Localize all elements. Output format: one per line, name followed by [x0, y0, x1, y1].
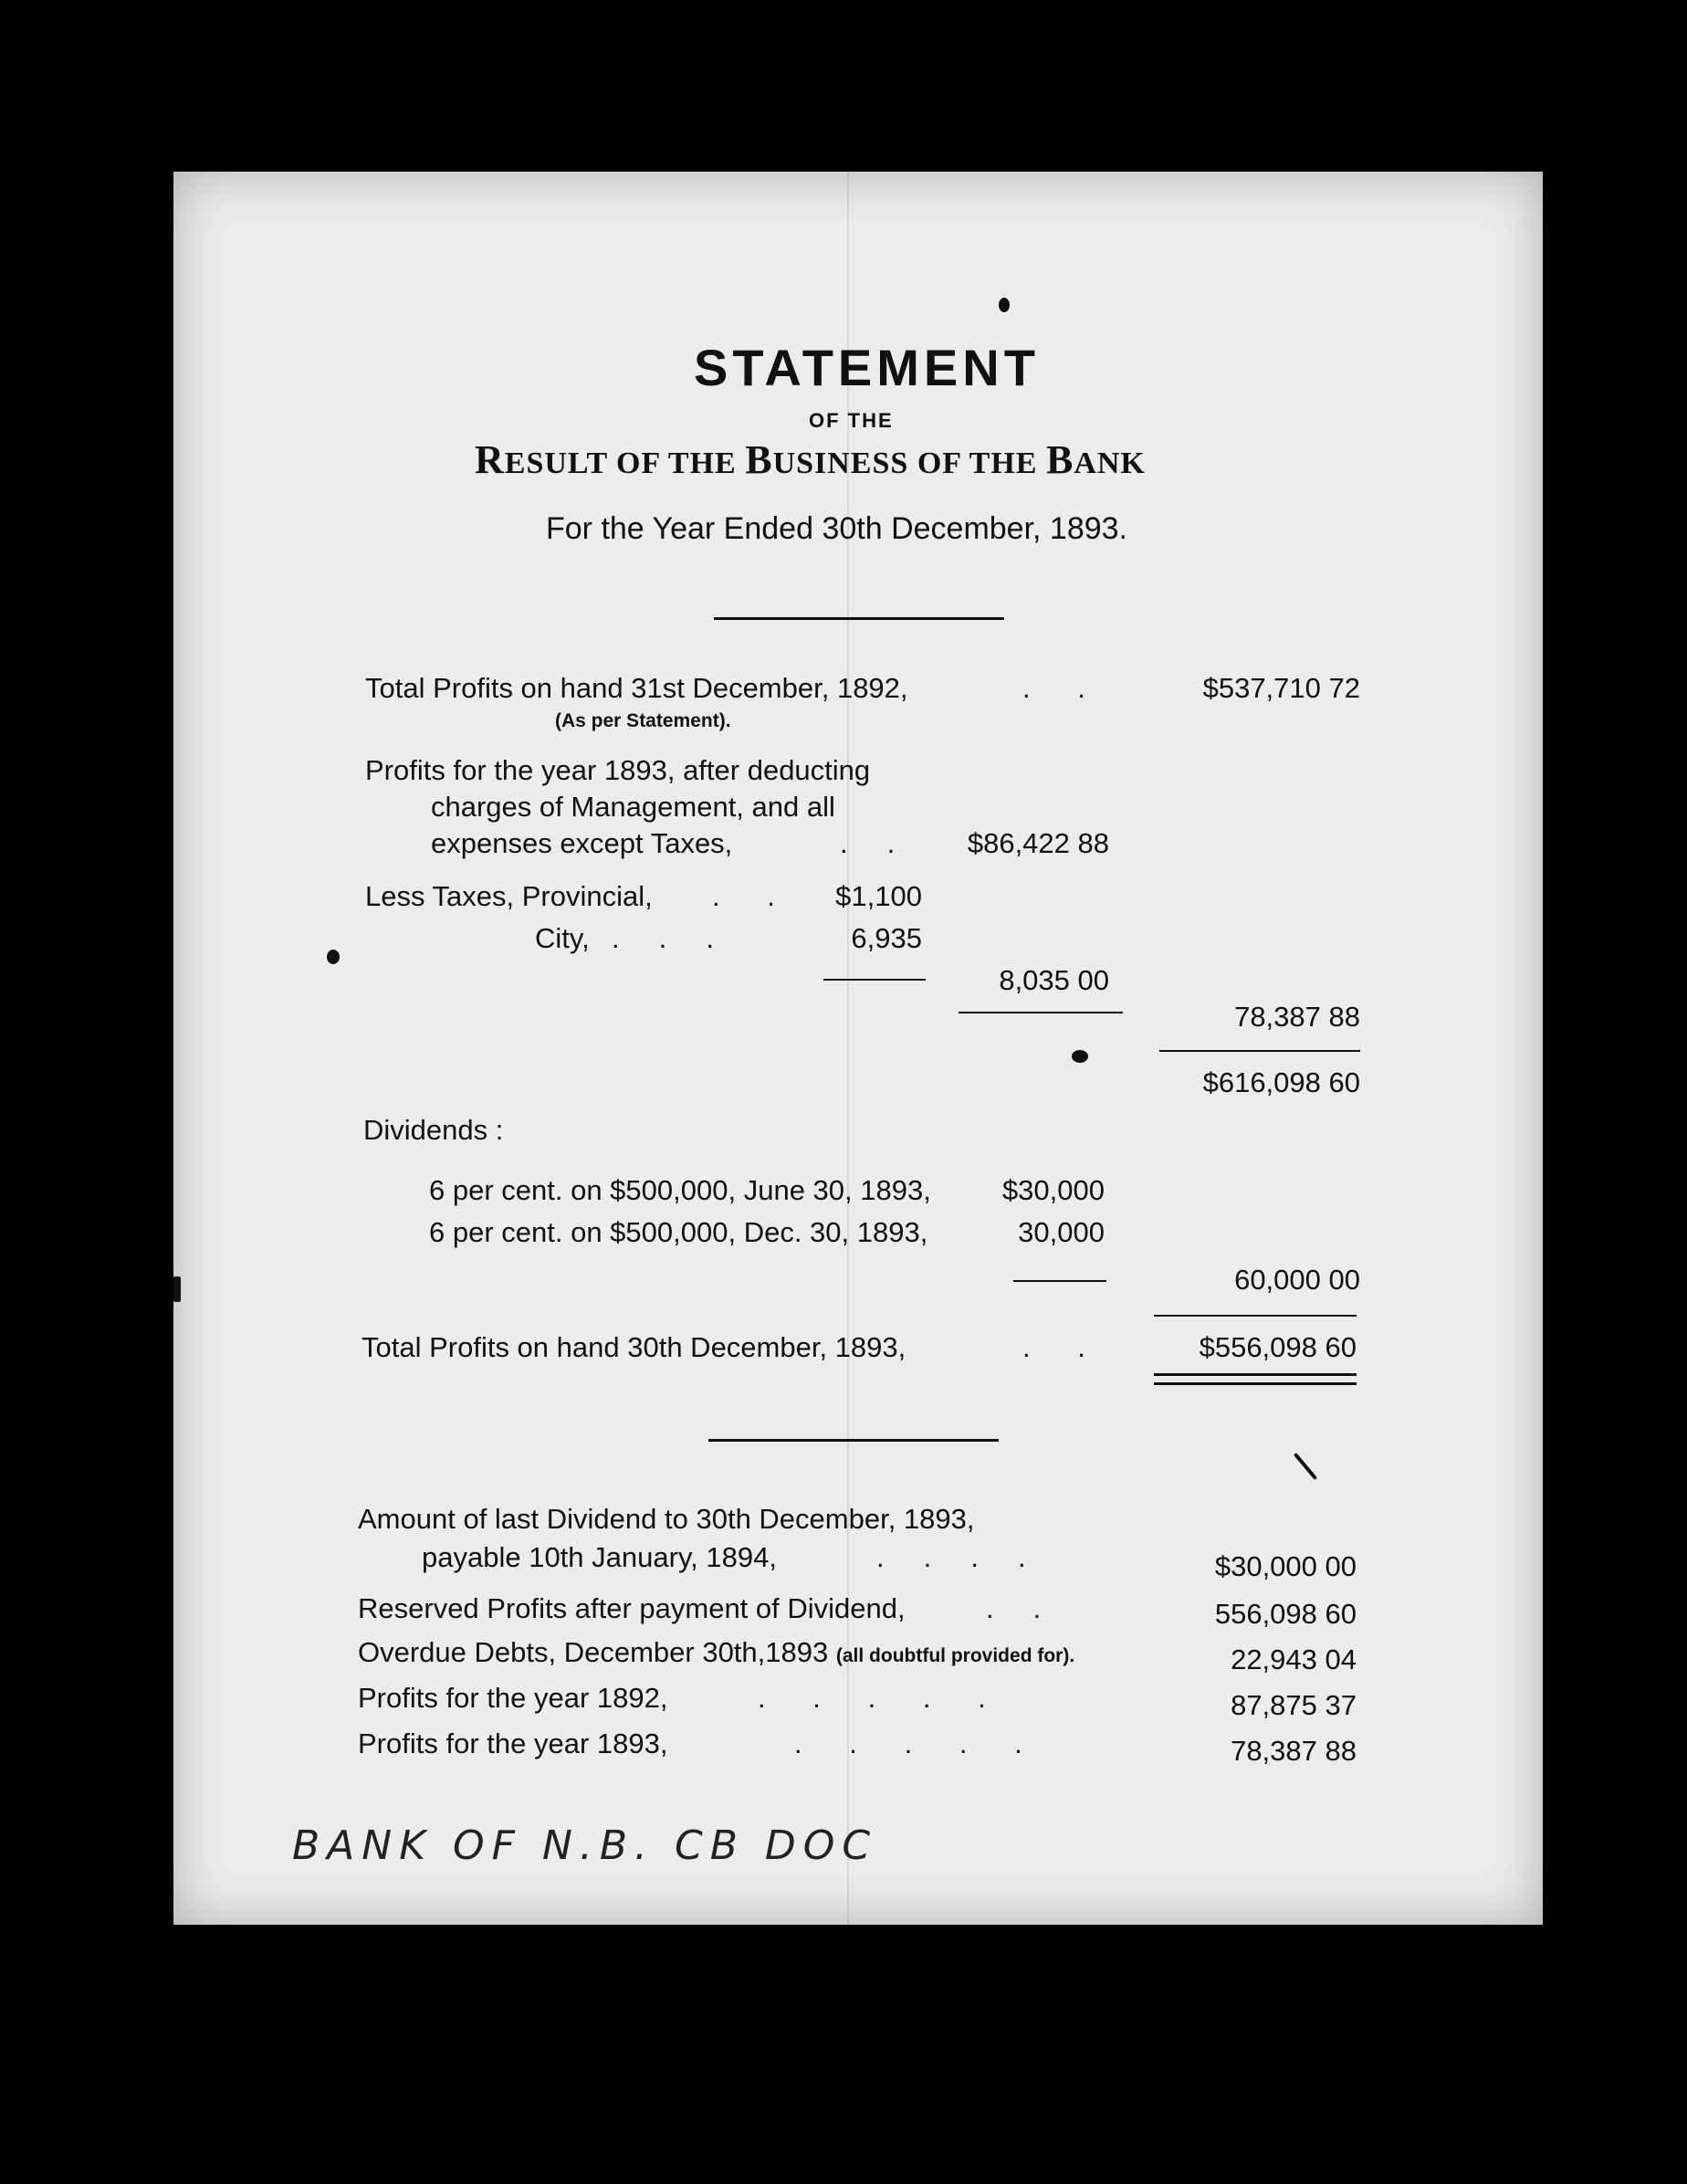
ink-speck [999, 298, 1010, 312]
handwritten-note: BANK OF N.B. CB DOC [292, 1822, 878, 1869]
city-tax-value: 6,935 [851, 922, 922, 954]
net-profit-value: 78,387 88 [1234, 1001, 1360, 1033]
profits-1893-line3: expenses except Taxes, [431, 827, 733, 859]
subtitle-esult: ESULT [504, 446, 608, 480]
rule [1154, 1315, 1357, 1317]
last-dividend-value: $30,000 00 [1214, 1550, 1357, 1582]
dividend-1-value: $30,000 [1001, 1174, 1105, 1206]
profits-1892-label: Profits for the year 1892, [358, 1682, 668, 1714]
of-the-label: OF THE [809, 409, 894, 432]
profits-1893-value: $86,422 88 [967, 827, 1109, 859]
provincial-tax-value: $1,100 [835, 880, 922, 912]
subtitle-b: B [745, 437, 773, 482]
profits-1893-line2: charges of Management, and all [431, 791, 835, 823]
overdue-label-text: Overdue Debts, December 30th,1893 [358, 1636, 829, 1668]
document-page [173, 172, 1543, 1925]
rule [1013, 1280, 1106, 1282]
subtitle-of: OF [607, 446, 668, 480]
profits-1892-value: 87,875 37 [1231, 1689, 1357, 1721]
leader-dots: . . . . . [794, 1727, 1022, 1759]
final-total-label: Total Profits on hand 30th December, 1893, [362, 1331, 906, 1363]
ink-speck [1294, 1453, 1317, 1480]
dividends-label: Dividends : [363, 1114, 504, 1146]
dividend-2-text: 6 per cent. on $500,000, Dec. 30, 1893, [429, 1216, 928, 1248]
subtitle-usiness: USINESS [772, 446, 909, 480]
final-total-value: $556,098 60 [1199, 1331, 1357, 1363]
year-line: For the Year Ended 30th December, 1893. [546, 511, 1128, 546]
ink-speck [173, 1276, 181, 1302]
last-dividend-line1: Amount of last Dividend to 30th December, 1893, [358, 1503, 975, 1535]
profits-1893-label: Profits for the year 1893, [358, 1727, 668, 1759]
subtitle-b-2: B [1045, 437, 1074, 482]
rule [823, 979, 926, 981]
header-divider [714, 617, 1004, 620]
leader-dots: . . [1022, 1331, 1085, 1363]
leader-dots: . . [712, 880, 775, 912]
leader-dots: . . [1022, 672, 1085, 704]
subtitle-of-2: OF [908, 446, 969, 480]
subtotal-value: $616,098 60 [1202, 1066, 1360, 1098]
taxes-total: 8,035 00 [999, 964, 1109, 996]
overdue-note: (all doubtful provided for). [835, 1645, 1075, 1666]
profits-1893-value: 78,387 88 [1231, 1735, 1357, 1767]
dividend-2-value: 30,000 [1018, 1216, 1105, 1248]
profits-1893-line1: Profits for the year 1893, after deducting [365, 754, 871, 786]
less-taxes-label: Less Taxes, Provincial, [365, 880, 653, 912]
overdue-label [358, 1636, 1074, 1669]
leader-dots: . . [840, 827, 896, 859]
subtitle-r: R [475, 437, 505, 482]
document-title: STATEMENT [694, 339, 1040, 396]
leader-dots: . . [986, 1592, 1042, 1624]
total-1892-label: Total Profits on hand 31st December, 1892, [365, 672, 908, 704]
overdue-value: 22,943 04 [1231, 1643, 1357, 1675]
subtitle-the: THE [667, 446, 746, 480]
subtitle-ank: ANK [1074, 446, 1146, 480]
dividends-total: 60,000 00 [1234, 1264, 1360, 1296]
subtitle-the-2: THE [969, 446, 1046, 480]
leader-dots: . . . . [876, 1541, 1026, 1573]
dividend-1-text: 6 per cent. on $500,000, June 30, 1893, [429, 1174, 931, 1206]
section-divider [708, 1439, 999, 1442]
total-1892-value: $537,710 72 [1202, 672, 1360, 704]
city-label: City, [535, 922, 590, 954]
reserved-label: Reserved Profits after payment of Dividend, [358, 1592, 906, 1624]
leader-dots: . . . . . [758, 1682, 986, 1714]
rule [1159, 1050, 1360, 1052]
total-1892-note: (As per Statement). [555, 710, 731, 731]
ink-speck [327, 950, 340, 964]
document-subtitle [475, 436, 1146, 483]
double-rule-top [1154, 1373, 1357, 1376]
rule [959, 1012, 1123, 1013]
double-rule-bottom [1154, 1382, 1357, 1385]
last-dividend-line2: payable 10th January, 1894, [422, 1541, 777, 1573]
ink-speck [1072, 1050, 1088, 1063]
leader-dots: . . . [612, 922, 714, 954]
reserved-value: 556,098 60 [1214, 1598, 1357, 1630]
